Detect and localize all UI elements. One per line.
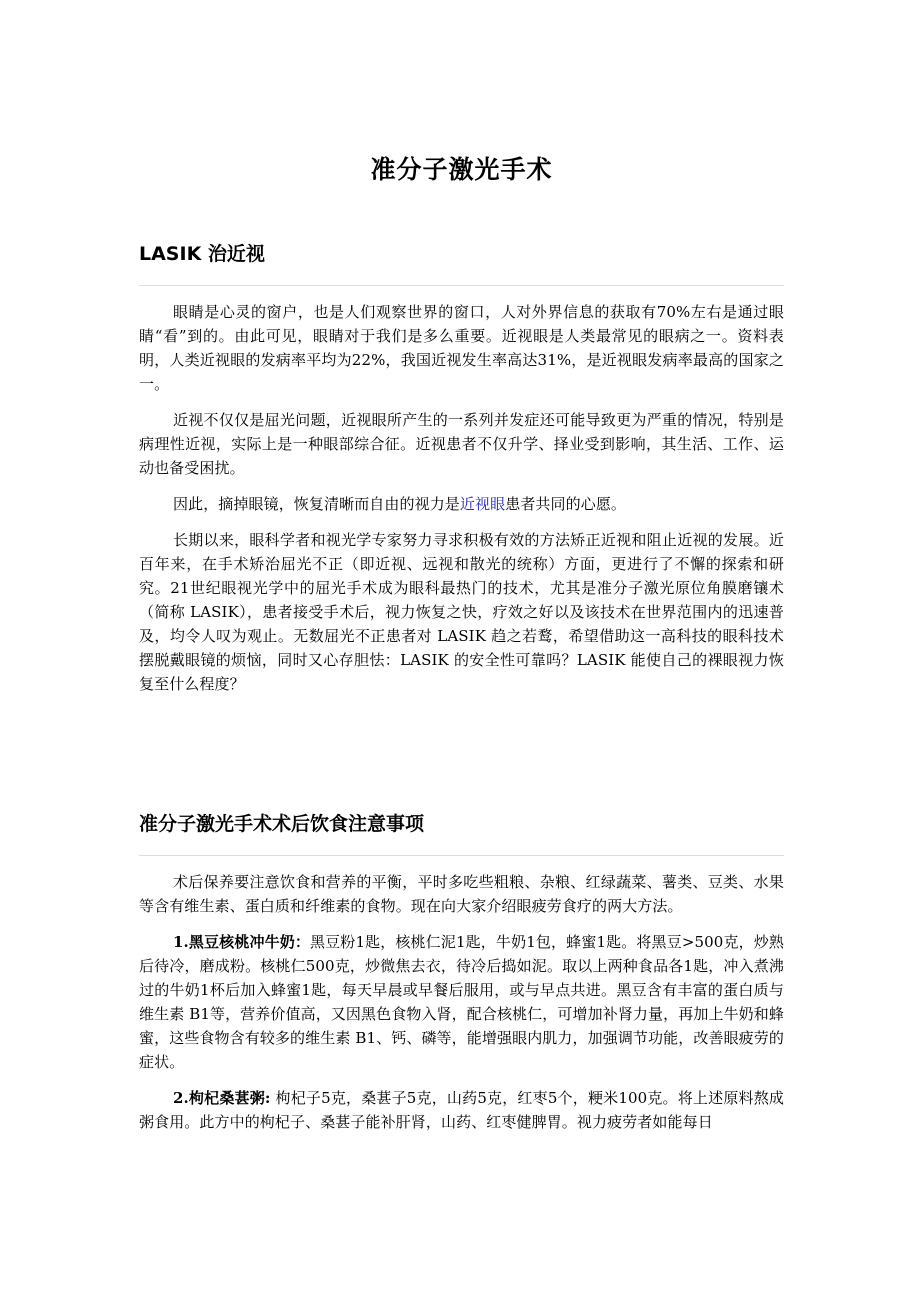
section-divider [139,855,784,856]
paragraph-myopia-complications: 近视不仅仅是屈光问题，近视眼所产生的一系列并发症还可能导致更为严重的情况，特别是病理性近视，实际上是一种眼部综合征。近视患者不仅升学、择业受到影响，其生活、工作、运动也备受困扰。 [139,411,784,477]
section-divider [139,285,784,286]
recipe-1-text: 黑豆粉1匙，核桃仁泥1匙，牛奶1包，蜂蜜1匙。将黑豆>500克，炒熟后待冷，磨成粉。核桃仁500克，炒微焦去衣，待冷后捣如泥。取以上两种食品各1匙，冲入煮沸过的牛奶1杯后加入蜂蜜1匙，每天早晨或早餐后服用，或与早点共进。黑豆含有丰富的蛋白质与维生素 B1等，营养价值高，又因黑色食物入肾，配合核桃仁，可增加补肾力量，再加上牛奶和蜂蜜，这些食物含有较多的维生素 B1、钙、磷等，能增强眼内肌力，加强调节功能，改善眼疲劳的症状。 [139,933,784,1071]
paragraph-recipe-1 [139,930,784,1074]
section-heading-lasik: LASIK 治近视 [139,243,265,265]
section-heading-diet: 准分子激光手术术后饮食注意事项 [139,813,425,835]
paragraph-eyes-importance: 眼睛是心灵的窗户，也是人们观察世界的窗口，人对外界信息的获取有70%左右是通过眼睛“看”到的。由此可见，眼睛对于我们是多么重要。近视眼是人类最常见的眼病之一。资料表明，人类近视眼的发病率平均为22%，我国近视发生率高达31%，是近视眼发病率最高的国家之一。 [139,303,784,393]
paragraph-diet-intro: 术后保养要注意饮食和营养的平衡，平时多吃些粗粮、杂粮、红绿蔬菜、薯类、豆类、水果等含有维生素、蛋白质和纤维素的食物。现在向大家介绍眼疲劳食疗的两大方法。 [139,873,784,915]
paragraph-lasik-history: 长期以来，眼科学者和视光学专家努力寻求积极有效的方法矫正近视和阻止近视的发展。近百年来，在手术矫治屈光不正（即近视、远视和散光的统称）方面，更进行了不懈的探索和研究。21世纪眼视光学中的屈光手术成为眼科最热门的技术，尤其是准分子激光原位角膜磨镶术（简称 LASIK），患者接受手术后，视力恢复之快，疗效之好以及该技术在世界范围内的迅速普及，均令人叹为观止。无数屈光不正患者对 LASIK 趋之若鹜，希望借助这一高科技的眼科技术摆脱戴眼镜的烦恼，同时又心存胆怯：LASIK 的安全性可靠吗？LASIK 能使自己的裸眼视力恢复至什么程度？ [139,531,784,693]
paragraph-wish-before: 因此，摘掉眼镜，恢复清晰而自由的视力是 [173,495,460,513]
recipe-2-title: 2.枸杞桑葚粥: [173,1089,271,1107]
paragraph-recipe-2 [139,1086,784,1134]
recipe-1-title: 1.黑豆核桃冲牛奶： [173,933,311,951]
recipe-2-text: 枸杞子5克，桑葚子5克，山药5克，红枣5个，粳米100克。将上述原料熬成粥食用。此方中的枸杞子、桑葚子能补肝肾，山药、红枣健脾胃。视力疲劳者如能每日 [139,1089,784,1131]
myopia-link[interactable]: 近视眼 [459,495,506,513]
section-diet [139,810,784,1146]
paragraph-wish-after: 患者共同的心愿。 [505,495,627,513]
section-lasik [139,240,784,708]
paragraph-wish [139,492,784,516]
document-title: 准分子激光手术 [370,155,553,184]
